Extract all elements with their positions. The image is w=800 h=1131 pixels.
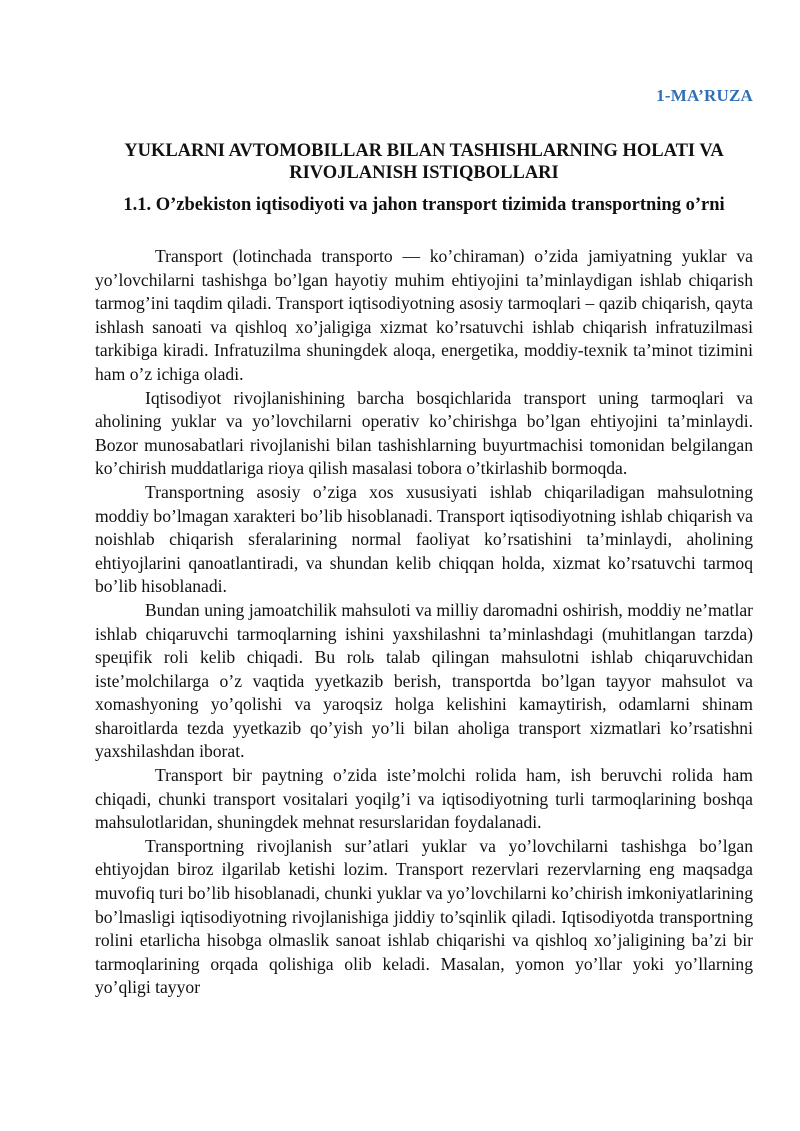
document-title: YUKLARNI AVTOMOBILLAR BILAN TASHISHLARNING HOLATI VA RIVOJLANISH ISTIQBOLLARI <box>124 141 724 183</box>
paragraph: Transportning rivojlanish sur’atlari yuklar va yo’lovchilarni tashishga bo’lgan ehtiyojdan biroz ilgarilab ketishi lozim. Transport rezervlari rezervlarning eng maqsadga muvofiq turi bo’lib hisoblanadi, chunki yuklar va yo’lovchilarni ko’chirish imkoniyatlarining bo’lmasligi iqtisodiyotning rivojlanishiga jiddiy to’sqinlik qiladi. Iqtisodiyotda transportning rolini etarlicha hisobga olmaslik sanoat ishlab chiqarishi va qishloq xo’jaligining ba’zi bir tarmoqlarining orqada qolishiga olib keladi. Masalan, yomon yo’llar yoki yo’llarning yo’qligi tayyor <box>95 835 753 998</box>
paragraph: Bundan uning jamoatchilik mahsuloti va milliy daromadni oshirish, moddiy ne’matlar ishlab chiqaruvchi tarmoqlarning ishini yaxshilashni ta’minlashdagi (muhitlangan tarzda) speцifik roli kelib chiqadi. Bu rolь talab qilingan mahsulotni ishlab chiqaruvchidan iste’molchilarga o’z vaqtida yyetkazib berish, transportda bo’lgan tayyor mahsulot va xomashyoning yo’qolishi va yaroqsiz holga kelishini kamaytirish, odamlarni shinam sharoitlarda tezda yyetkazib qo’yish yo’li bilan aholiga transport xizmatlari ko’rsatishni yaxshilashdan iborat. <box>95 599 753 762</box>
section-heading: 1.1. O’zbekiston iqtisodiyoti va jahon transport tizimida transportning o’rni <box>123 195 725 215</box>
paragraph: Iqtisodiyot rivojlanishining barcha bosqichlarida transport uning tarmoqlari va aholining yuklar va yo’lovchilarni operativ ko’chirishga bo’lgan ehtiyojini ta’minlaydi. Bozor munosabatlari rivojlanishi bilan tashishlarning buyurtmachisi tomonidan belgilangan ko’chirish muddatlariga rioya qilish masalasi tobora o’tkirlashib bormoqda. <box>95 387 753 479</box>
body-text <box>95 245 753 1000</box>
paragraph: Transportning asosiy o’ziga xos xususiyati ishlab chiqariladigan mahsulotning moddiy bo’lmagan xarakteri bo’lib hisoblanadi. Transport iqtisodiyotning ishlab chiqarish va noishlab chiqarish sferalarining normal faoliyat ko’rsatishini ta’minlaydi, aholining ehtiyojlarini qanoatlantiradi, va shundan kelib chiqqan holda, xizmat ko’rsatuvchi tarmoq bo’lib hisoblanadi. <box>95 481 753 597</box>
paragraph: Transport bir paytning o’zida iste’molchi rolida ham, ish beruvchi rolida ham chiqadi, chunki transport vositalari yoqilg’i va iqtisodiyotning turli tarmoqlarining boshqa mahsulotlaridan, shuningdek mehnat resurslaridan foydalanadi. <box>95 765 753 833</box>
paragraph: Transport (lotinchada transporto — ko’chiraman) o’zida jamiyatning yuklar va yo’lovchilarni tashishga bo’lgan hayotiy muhim ehtiyojini ta’minlaydigan ishlab chiqarish tarmog’ini taqdim qiladi. Transport iqtisodiyotning asosiy tarmoqlari – qazib chiqarish, qayta ishlash sanoati va qishloq xo’jaligiga xizmat ko’rsatuvchi ishlab chiqarish infratuzilmasi tarkibiga kiradi. Infratuzilma shuningdek aloqa, energetika, moddiy-texnik ta’minot tizimini ham o’z ichiga oladi. <box>95 246 753 384</box>
lecture-number-label: 1-MA’RUZA <box>656 86 753 105</box>
